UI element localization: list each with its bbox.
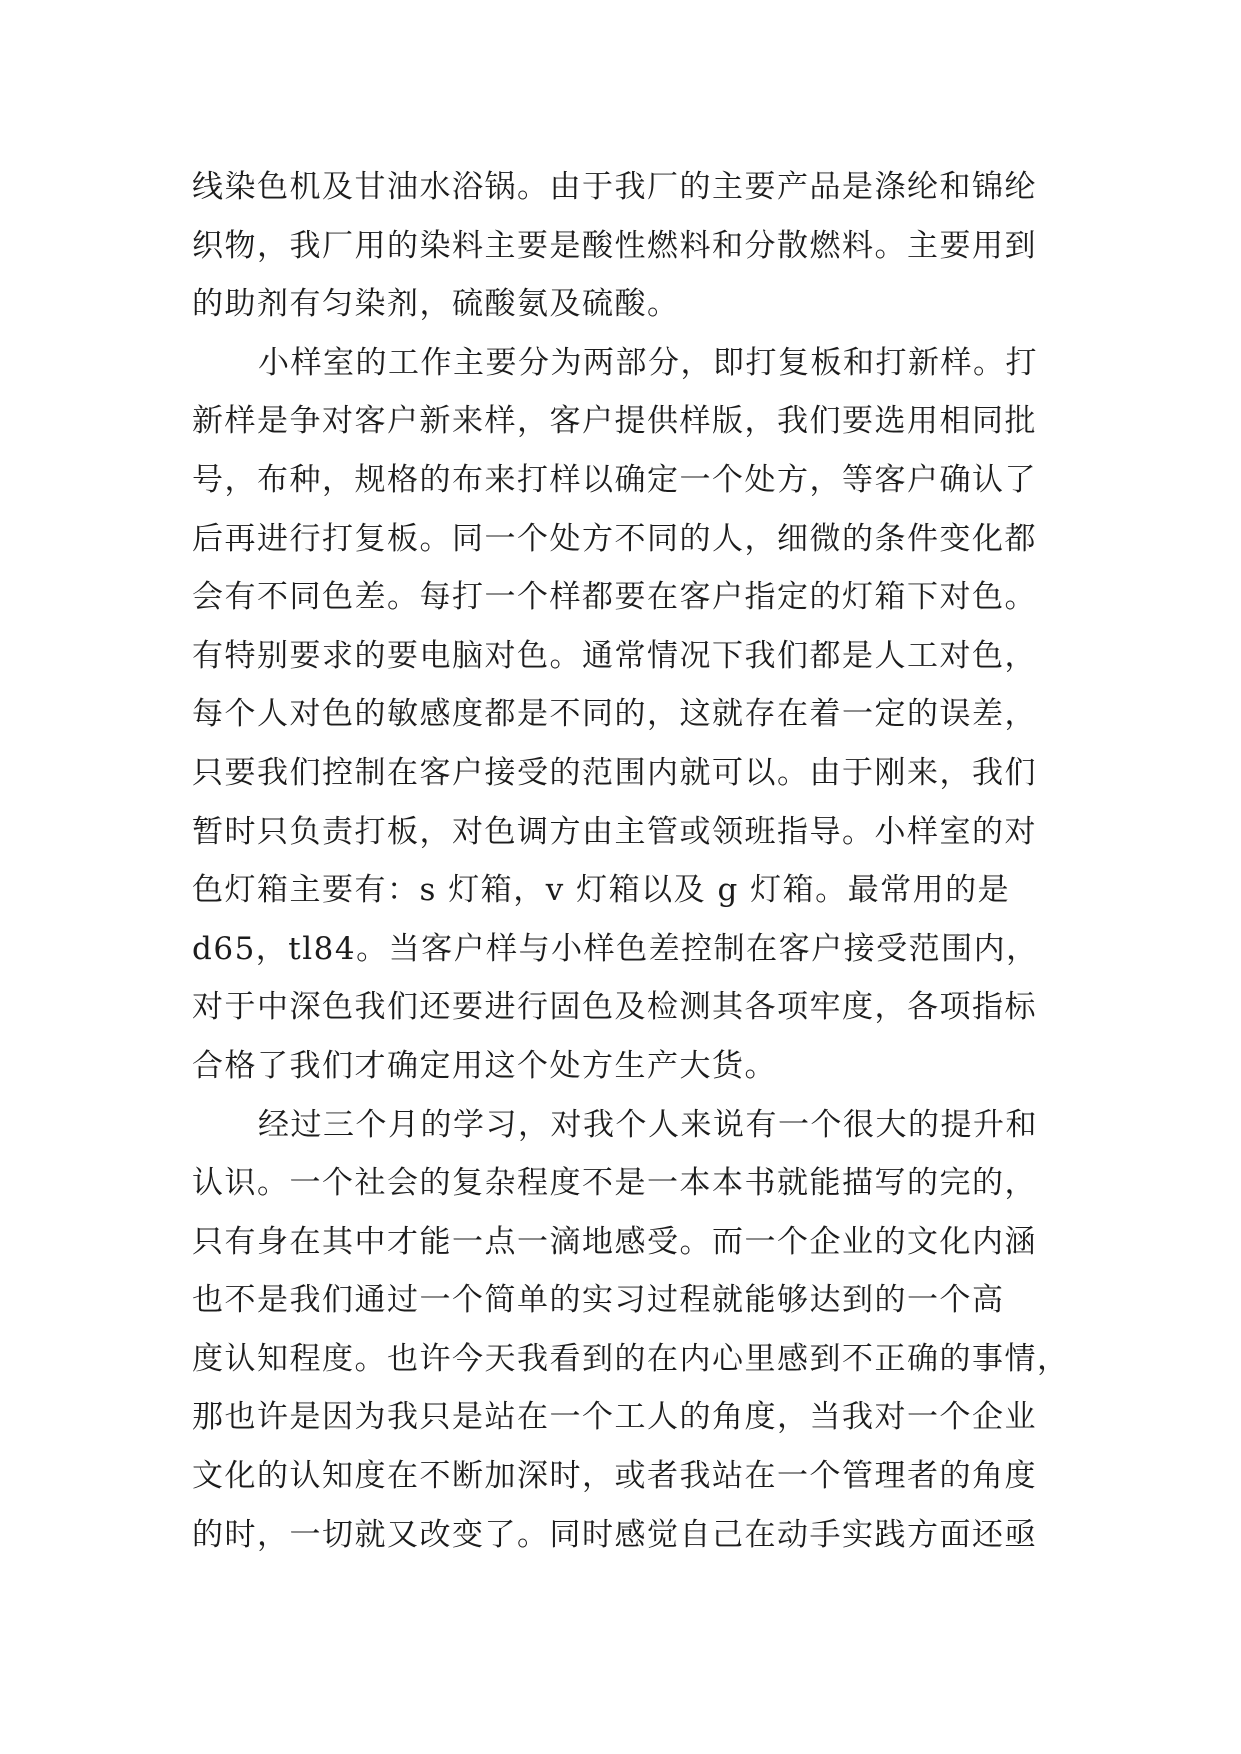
text-line: 每个人对色的敏感度都是不同的，这就存在着一定的误差，: [192, 696, 1037, 733]
text-line: 的助剂有匀染剂，硫酸氨及硫酸。: [192, 286, 680, 323]
text-line: 暂时只负责打板，对色调方由主管或领班指导。小样室的对: [192, 813, 1037, 850]
text-line: 织物，我厂用的染料主要是酸性燃料和分散燃料。主要用到: [192, 227, 1037, 264]
text-line: 色灯箱主要有：s 灯箱，v 灯箱以及 g 灯箱。最常用的是: [192, 872, 1011, 909]
text-line: 文化的认知度在不断加深时，或者我站在一个管理者的角度: [192, 1458, 1037, 1495]
text-line: 只要我们控制在客户接受的范围内就可以。由于刚来，我们: [192, 754, 1037, 791]
text-line: 线染色机及甘油水浴锅。由于我厂的主要产品是涤纶和锦纶: [192, 169, 1037, 205]
text-line: 合格了我们才确定用这个处方生产大货。: [192, 1047, 777, 1084]
paragraph-start-line: 小样室的工作主要分为两部分，即打复板和打新样。打: [258, 344, 1038, 381]
text-line: 的时，一切就又改变了。同时感觉自己在动手实践方面还亟: [192, 1516, 1037, 1553]
text-line: 会有不同色差。每打一个样都要在客户指定的灯箱下对色。: [192, 579, 1037, 616]
text-line: 度认知程度。也许今天我看到的在内心里感到不正确的事情，: [192, 1340, 1070, 1377]
text-line: 号，布种，规格的布来打样以确定一个处方，等客户确认了: [192, 461, 1037, 498]
paragraph-start-line: 经过三个月的学习，对我个人来说有一个很大的提升和: [258, 1106, 1038, 1143]
document-body: [192, 158, 1072, 1564]
text-line: 后再进行打复板。同一个处方不同的人，细微的条件变化都: [192, 520, 1037, 557]
text-line: 只有身在其中才能一点一滴地感受。而一个企业的文化内涵: [192, 1223, 1037, 1260]
text-line: d65，tl84。当客户样与小样色差控制在客户接受范围内，: [192, 930, 1039, 967]
text-line: 认识。一个社会的复杂程度不是一本本书就能描写的完的，: [192, 1165, 1037, 1202]
text-line: 有特别要求的要电脑对色。通常情况下我们都是人工对色，: [192, 637, 1037, 674]
text-line: 也不是我们通过一个简单的实习过程就能够达到的一个高: [192, 1282, 1005, 1319]
text-line: 那也许是因为我只是站在一个工人的角度，当我对一个企业: [192, 1399, 1037, 1436]
text-line: 对于中深色我们还要进行固色及检测其各项牢度，各项指标: [192, 989, 1037, 1026]
text-line: 新样是争对客户新来样，客户提供样版，我们要选用相同批: [192, 403, 1037, 440]
